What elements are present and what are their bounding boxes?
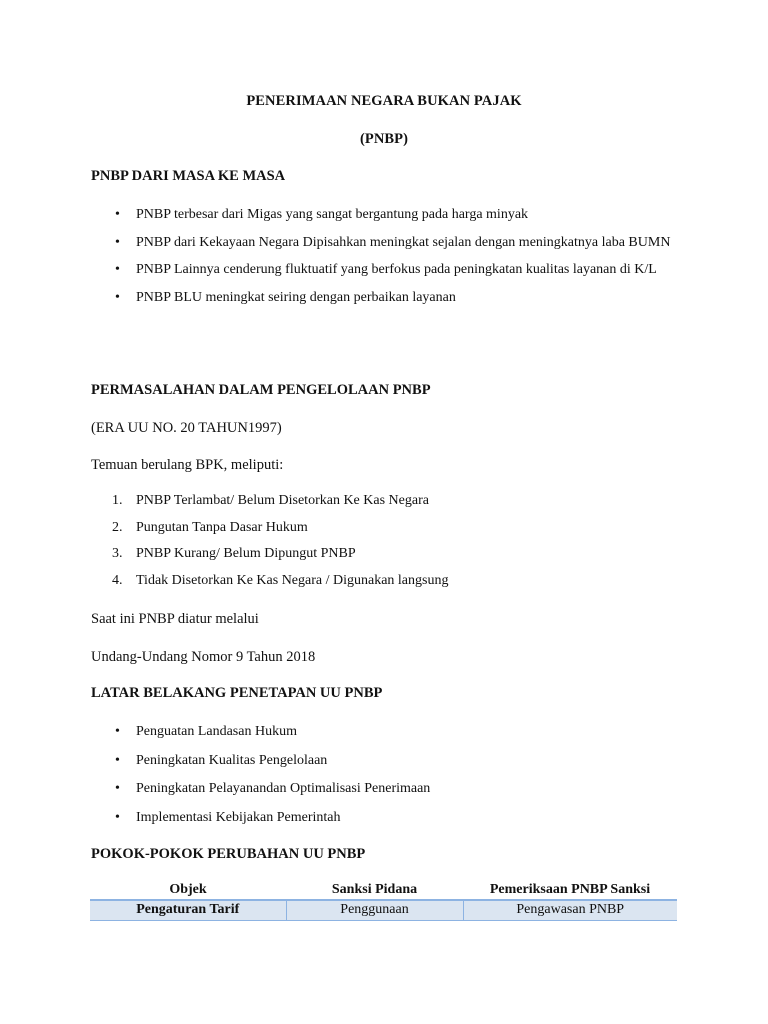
- list-item: 3. PNBP Kurang/ Belum Dipungut PNBP: [112, 546, 356, 561]
- table-cell: Pengaturan Tarif: [90, 900, 286, 921]
- bullet-icon: •: [115, 289, 120, 305]
- section-heading-background: LATAR BELAKANG PENETAPAN UU PNBP: [91, 685, 383, 701]
- table-cell: Pengawasan PNBP: [463, 900, 677, 921]
- list-item: • Peningkatan Pelayanandan Optimalisasi Penerimaan: [91, 775, 679, 804]
- list-item: • PNBP terbesar dari Migas yang sangat bergantung pada harga minyak: [91, 201, 679, 229]
- bullet-list-background: [91, 718, 679, 832]
- section-heading-problems: PERMASALAHAN DALAM PENGELOLAAN PNBP: [91, 382, 431, 398]
- list-item: 2. Pungutan Tanpa Dasar Hukum: [112, 519, 308, 535]
- list-item: • Penguatan Landasan Hukum: [91, 718, 679, 747]
- regulation-law: Undang-Undang Nomor 9 Tahun 2018: [91, 649, 316, 665]
- table-header-cell: Objek: [90, 880, 286, 900]
- bullet-list-pnbp-history: [91, 201, 679, 311]
- bullet-icon: •: [115, 724, 120, 739]
- regulation-note: Saat ini PNBP diatur melalui: [91, 611, 259, 627]
- bullet-icon: •: [115, 781, 120, 796]
- bullet-icon: •: [115, 809, 120, 825]
- document-subtitle: (PNBP): [359, 131, 409, 147]
- list-item: • Peningkatan Kualitas Pengelolaan: [91, 747, 679, 776]
- bullet-icon: •: [115, 262, 120, 277]
- bullet-icon: •: [115, 234, 120, 250]
- era-label: (ERA UU NO. 20 TAHUN1997): [91, 420, 282, 436]
- list-item: • PNBP dari Kekayaan Negara Dipisahkan meningkat sejalan dengan meningkatnya laba BUMN: [91, 229, 679, 257]
- table-header-row: [90, 880, 677, 900]
- section-heading-changes: POKOK-POKOK PERUBAHAN UU PNBP: [91, 846, 366, 862]
- list-item: • PNBP BLU meningkat seiring dengan perbaikan layanan: [91, 284, 679, 312]
- list-item: 1. PNBP Terlambat/ Belum Disetorkan Ke Kas Negara: [112, 493, 429, 508]
- section-heading-pnbp-history: PNBP DARI MASA KE MASA: [91, 168, 286, 184]
- table-row: [90, 900, 677, 921]
- table-cell: Penggunaan: [286, 900, 463, 921]
- findings-intro: Temuan berulang BPK, meliputi:: [91, 457, 284, 473]
- list-item: • PNBP Lainnya cenderung fluktuatif yang berfokus pada peningkatan kualitas layanan di K/L: [91, 256, 679, 284]
- list-item: • Implementasi Kebijakan Pemerintah: [91, 804, 679, 833]
- table-header-cell: Sanksi Pidana: [286, 880, 463, 900]
- numbered-list-findings: [91, 488, 679, 594]
- changes-table: [90, 880, 677, 921]
- list-item: 4. Tidak Disetorkan Ke Kas Negara / Digunakan langsung: [112, 572, 449, 588]
- document-title: PENERIMAAN NEGARA BUKAN PAJAK: [246, 93, 522, 109]
- bullet-icon: •: [115, 752, 120, 768]
- table-header-cell: Pemeriksaan PNBP Sanksi: [463, 880, 677, 900]
- bullet-icon: •: [115, 207, 120, 222]
